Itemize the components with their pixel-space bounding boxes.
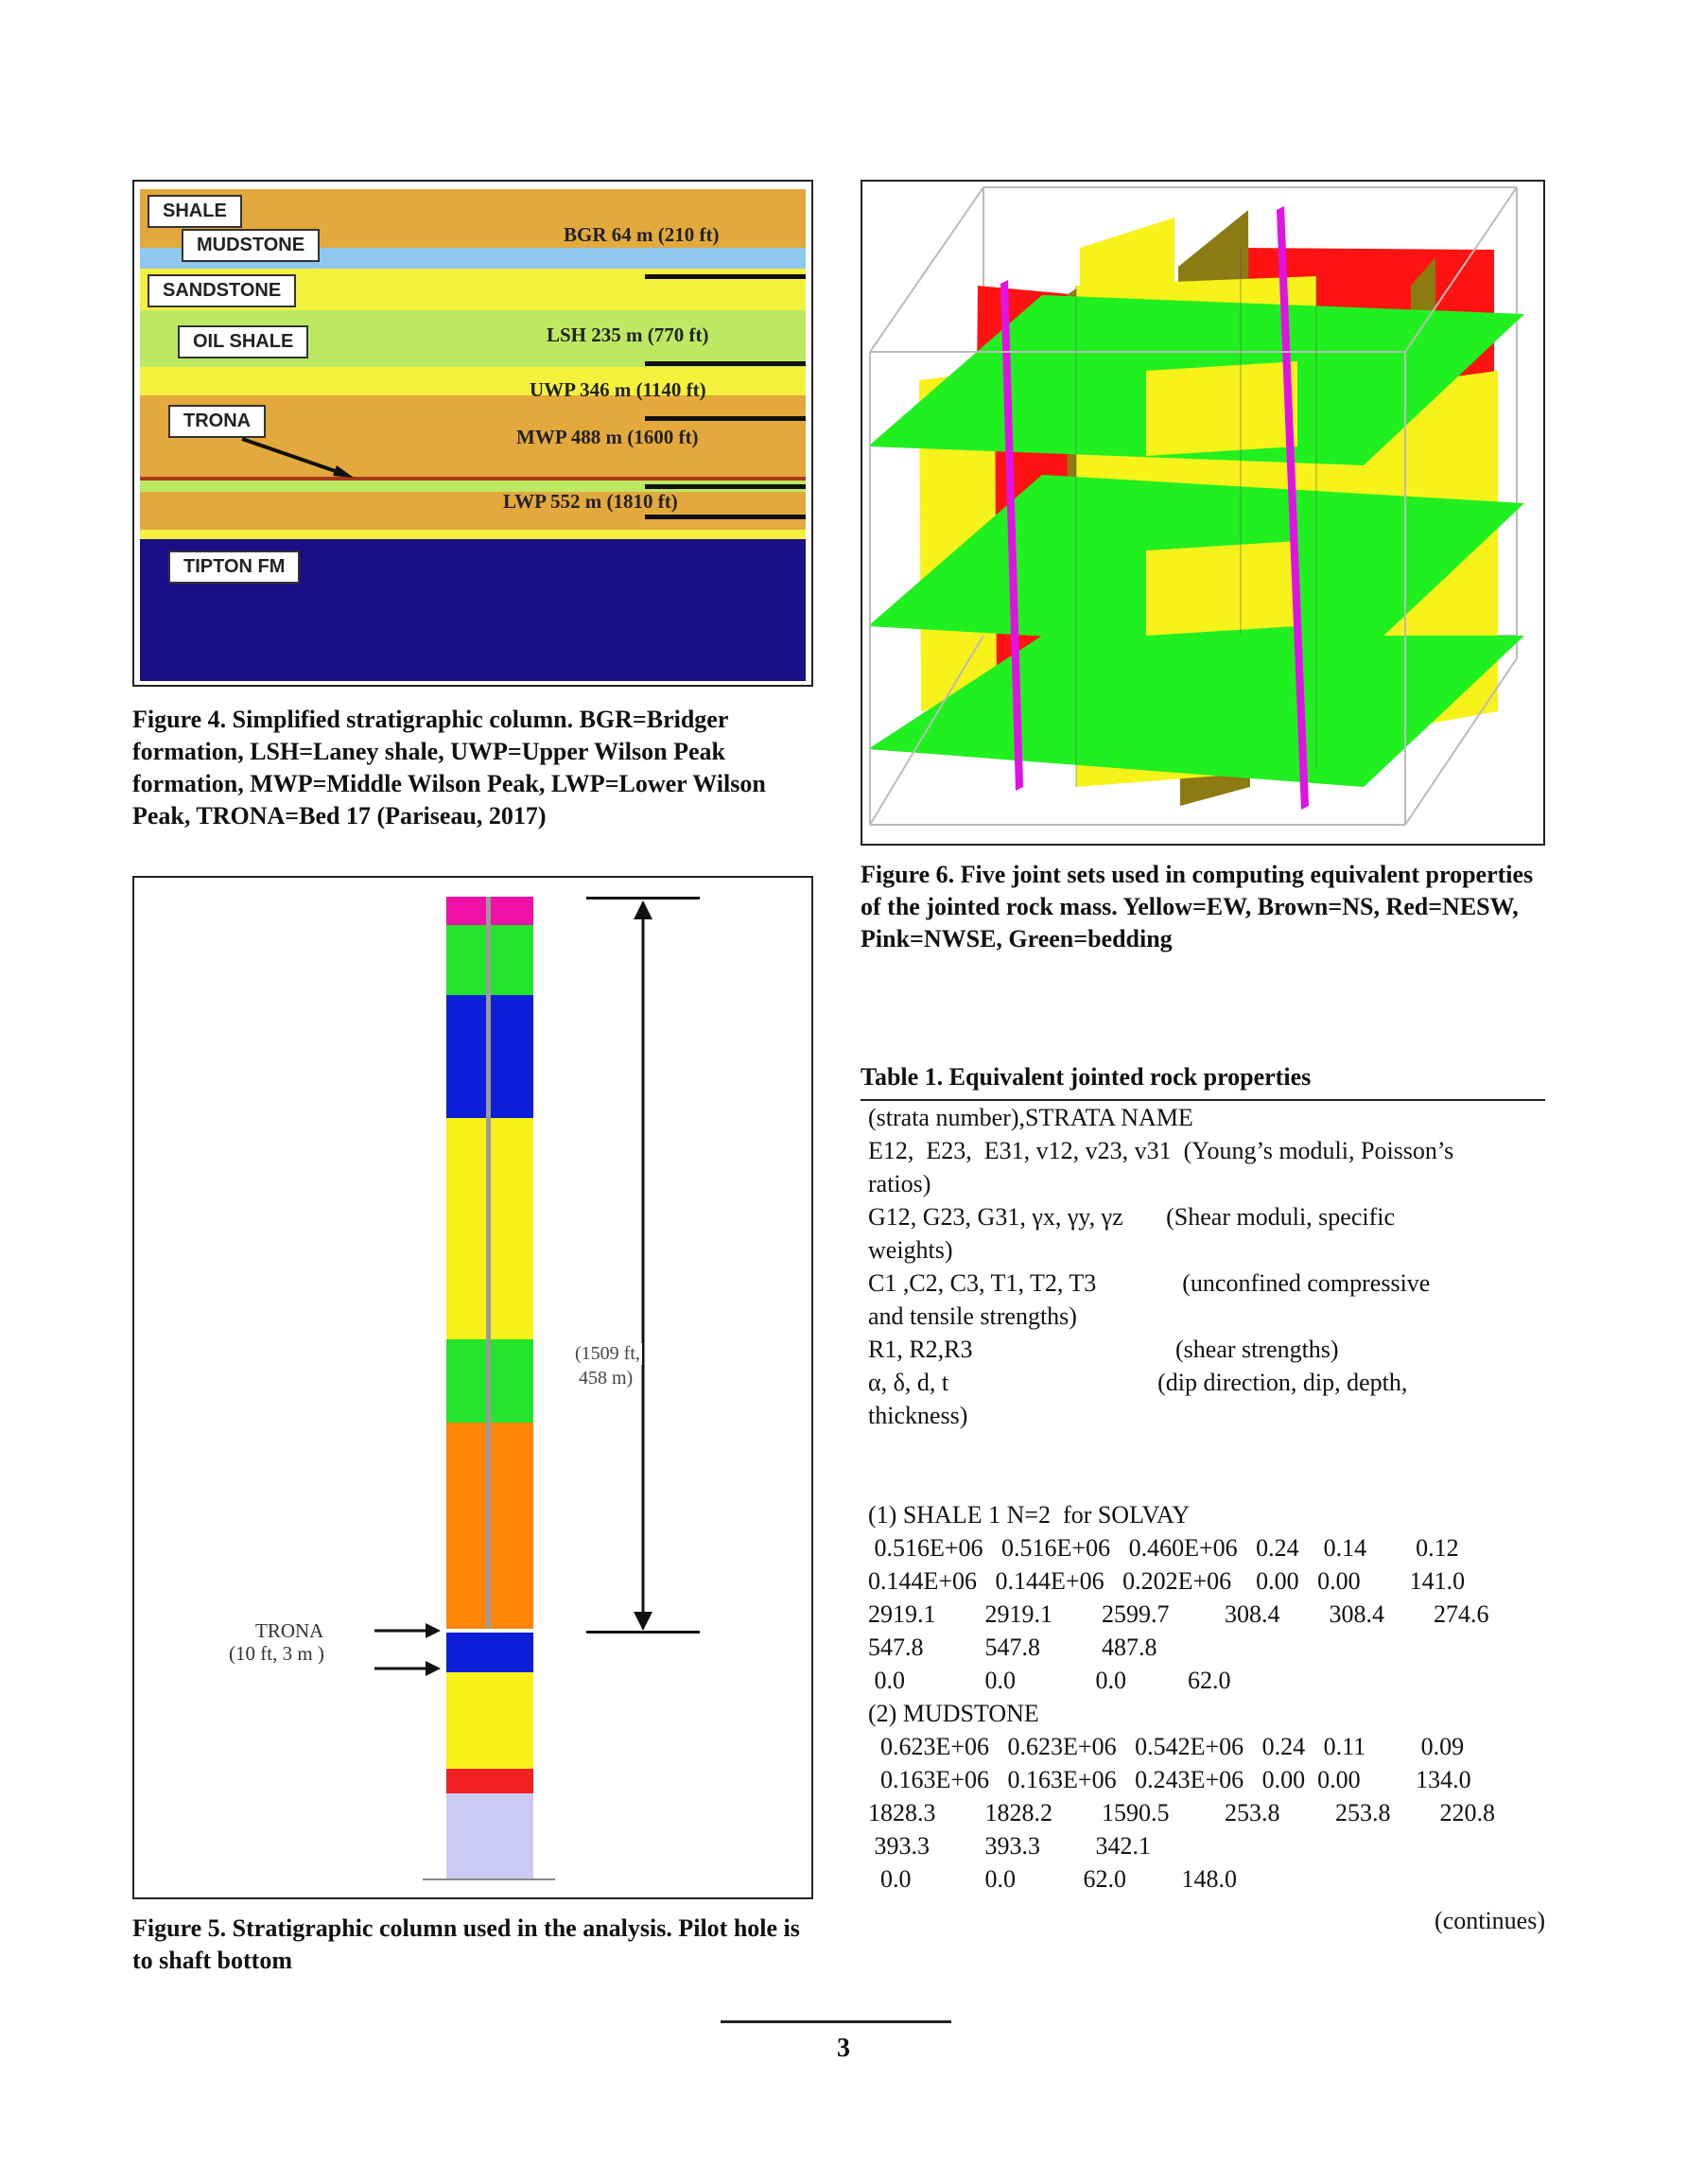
uwp-depth-label: UWP 346 m (1140 ft) [530, 378, 706, 401]
trona-arrows [371, 1616, 446, 1682]
table-line: 0.163E+06 0.163E+06 0.243E+06 0.00 0.00 134.0 [868, 1766, 1471, 1793]
column-base-line [423, 1878, 555, 1880]
depth-label-line-1: (1509 ft, [575, 1343, 640, 1364]
table-line: 0.516E+06 0.516E+06 0.460E+06 0.24 0.14 0.12 [868, 1534, 1459, 1562]
yellow-stratum-2 [446, 1672, 533, 1769]
lsh-depth-label: LSH 235 m (770 ft) [547, 323, 709, 346]
table-continues-note: (continues) [1435, 1907, 1545, 1934]
red-stratum [446, 1769, 533, 1793]
bgr-depth-label: BGR 64 m (210 ft) [564, 223, 720, 246]
uwp-depth-line [645, 416, 806, 421]
table-line: 393.3 393.3 342.1 [868, 1832, 1151, 1860]
table-line: ratios) [868, 1170, 931, 1197]
figure-4-caption: Figure 4. Simplified stratigraphic column. BGR=Bridger formation, LSH=Laney shale, UWP=Upper Wilson Peak formation, MWP=Middle Wilson Peak, LWP=Lower Wilson Peak, TRONA=Bed 17 (Pariseau, 2017) [132, 706, 766, 830]
table-1-title: Table 1. Equivalent jointed rock properties [861, 1063, 1312, 1091]
table-line: 0.0 0.0 0.0 62.0 [868, 1667, 1231, 1694]
table-line: R1, R2,R3 (shear strengths) [868, 1336, 1339, 1363]
table-line: 1828.3 1828.2 1590.5 253.8 253.8 220.8 [868, 1799, 1495, 1826]
table-line: 547.8 547.8 487.8 [868, 1634, 1157, 1661]
mwp-depth-label: MWP 488 m (1600 ft) [516, 426, 699, 448]
lwp-depth-label: LWP 552 m (1810 ft) [503, 490, 678, 513]
table-line: α, δ, d, t (dip direction, dip, depth, [868, 1369, 1408, 1396]
depth-dimension-arrow [626, 899, 660, 1633]
sandstone-label: SANDSTONE [148, 274, 296, 307]
mwp-depth-line [645, 484, 806, 489]
pilot-hole [486, 897, 491, 1629]
table-line: thickness) [868, 1402, 968, 1429]
table-line: C1 ,C2, C3, T1, T2, T3 (unconfined compressive [868, 1269, 1431, 1297]
table-line: weights) [868, 1236, 953, 1264]
table-line: and tensile strengths) [868, 1302, 1077, 1330]
footer-rule [721, 2020, 951, 2023]
mudstone-label: MUDSTONE [182, 229, 320, 262]
figure-5 [132, 876, 813, 1899]
table-line: G12, G23, G31, γx, γy, γz (Shear moduli, specific [868, 1203, 1396, 1231]
figure-6-caption: Figure 6. Five joint sets used in computing equivalent properties of the jointed rock mass. Yellow=EW, Brown=NS, Red=NESW, Pink=NWSE, Green=bedding [861, 861, 1534, 952]
tipton-label: TIPTON FM [168, 550, 300, 584]
table-line: 0.0 0.0 62.0 148.0 [868, 1865, 1237, 1893]
trona-size: (10 ft, 3 m ) [229, 1642, 324, 1665]
bgr-depth-line [645, 274, 806, 279]
depth-label-line-2: 458 m) [579, 1368, 634, 1389]
shale-label: SHALE [148, 195, 242, 228]
table-line: E12, E23, E31, v12, v23, v31 (Young’s moduli, Poisson’s [868, 1137, 1454, 1164]
table-line: (strata number),STRATA NAME [868, 1104, 1193, 1131]
table-line: 0.144E+06 0.144E+06 0.202E+06 0.00 0.00 141.0 [868, 1567, 1466, 1595]
table-line: (1) SHALE 1 N=2 for SOLVAY [868, 1501, 1191, 1529]
oil-shale-label: OIL SHALE [178, 325, 308, 358]
lavender-stratum [446, 1793, 533, 1878]
lsh-depth-line [645, 361, 806, 366]
figure-4 [132, 180, 813, 687]
trona-title: TRONA [255, 1619, 324, 1642]
figure-6 [861, 180, 1545, 846]
trona-label: TRONA [168, 405, 266, 438]
table-line: 0.623E+06 0.623E+06 0.542E+06 0.24 0.11 0.09 [868, 1733, 1465, 1760]
column [446, 897, 533, 1880]
table-line: 2919.1 2919.1 2599.7 308.4 308.4 274.6 [868, 1600, 1489, 1628]
joint-sets-block [862, 182, 1543, 844]
trona-arrow [140, 189, 806, 681]
figure-5-caption: Figure 5. Stratigraphic column used in the analysis. Pilot hole is to shaft bottom [132, 1914, 800, 1974]
page-number: 3 [837, 2034, 850, 2063]
lwp-depth-line [645, 515, 806, 519]
trona-stratum [446, 1633, 533, 1672]
table-line: (2) MUDSTONE [868, 1700, 1039, 1727]
